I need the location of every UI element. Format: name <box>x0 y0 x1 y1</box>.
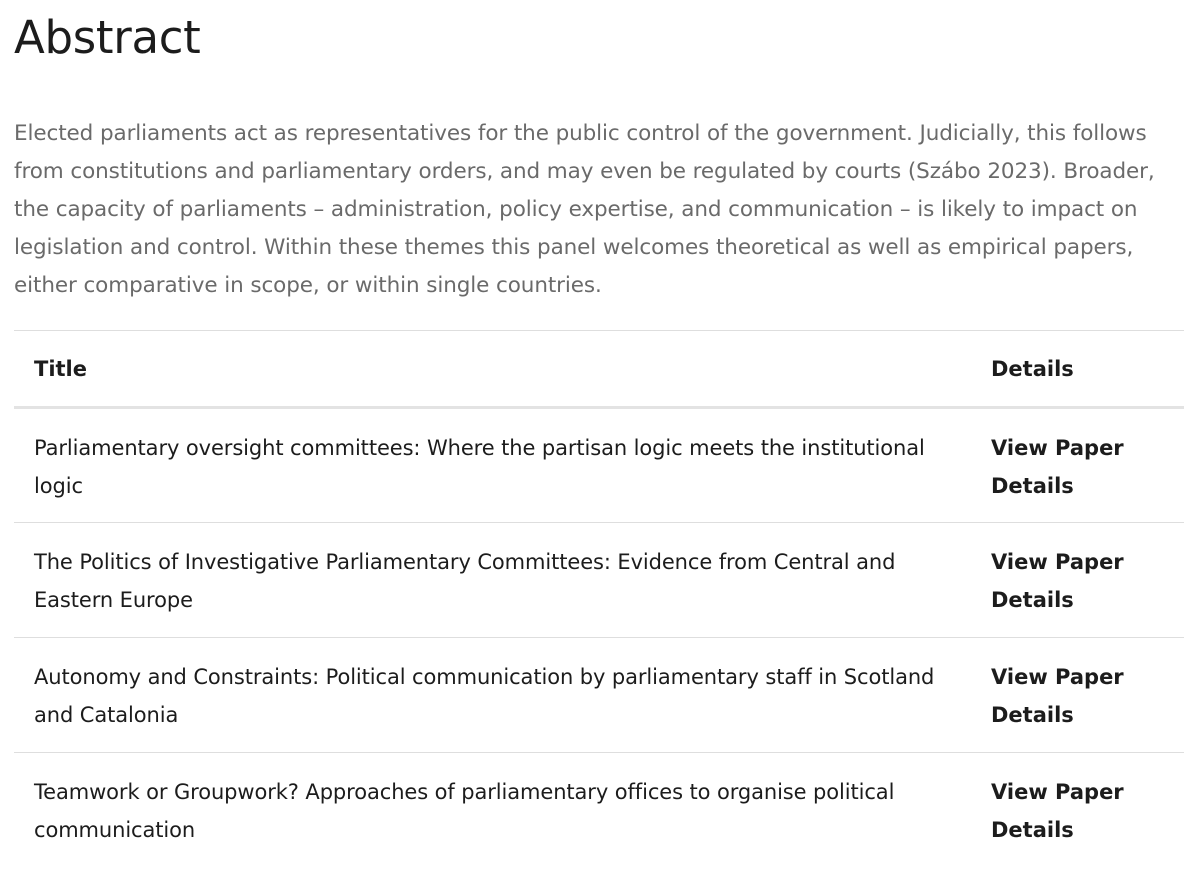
details-cell <box>991 638 1184 753</box>
details-cell <box>991 523 1184 638</box>
abstract-text: Elected parliaments act as representatives for the public control of the government. Judicially, this follows from constitutions and parliamentary orders, and may even be regulated by courts (Szábo 2023). Broader, the capacity of parliaments – administration, policy expertise, and communication – is likely to impact on legislation and control. Within these themes this panel welcomes theoretical as well as empirical papers, either comparative in scope, or within single countries. <box>14 121 1155 298</box>
papers-table <box>14 330 1184 868</box>
table-row <box>14 408 1184 523</box>
view-paper-details-link[interactable]: View Paper Details <box>991 665 1124 727</box>
paper-title: Teamwork or Groupwork? Approaches of parliamentary offices to organise political communication <box>34 780 895 842</box>
paper-title: Autonomy and Constraints: Political communication by parliamentary staff in Scotland and Catalonia <box>34 665 935 727</box>
paper-title: Parliamentary oversight committees: Where the partisan logic meets the institutional logic <box>34 436 925 498</box>
view-paper-details-link[interactable]: View Paper Details <box>991 780 1124 842</box>
page-heading: Abstract <box>14 11 201 64</box>
table-header-row <box>14 331 1184 408</box>
table-row <box>14 523 1184 638</box>
view-paper-details-link[interactable]: View Paper Details <box>991 550 1124 612</box>
details-cell <box>991 408 1184 523</box>
column-header-details: Details <box>991 356 1074 381</box>
view-paper-details-link[interactable]: View Paper Details <box>991 436 1124 498</box>
table-row <box>14 638 1184 753</box>
column-header-title: Title <box>34 356 88 381</box>
paper-title: The Politics of Investigative Parliamentary Committees: Evidence from Central and Eastern Europe <box>34 550 896 612</box>
details-cell <box>991 753 1184 868</box>
table-row <box>14 753 1184 868</box>
